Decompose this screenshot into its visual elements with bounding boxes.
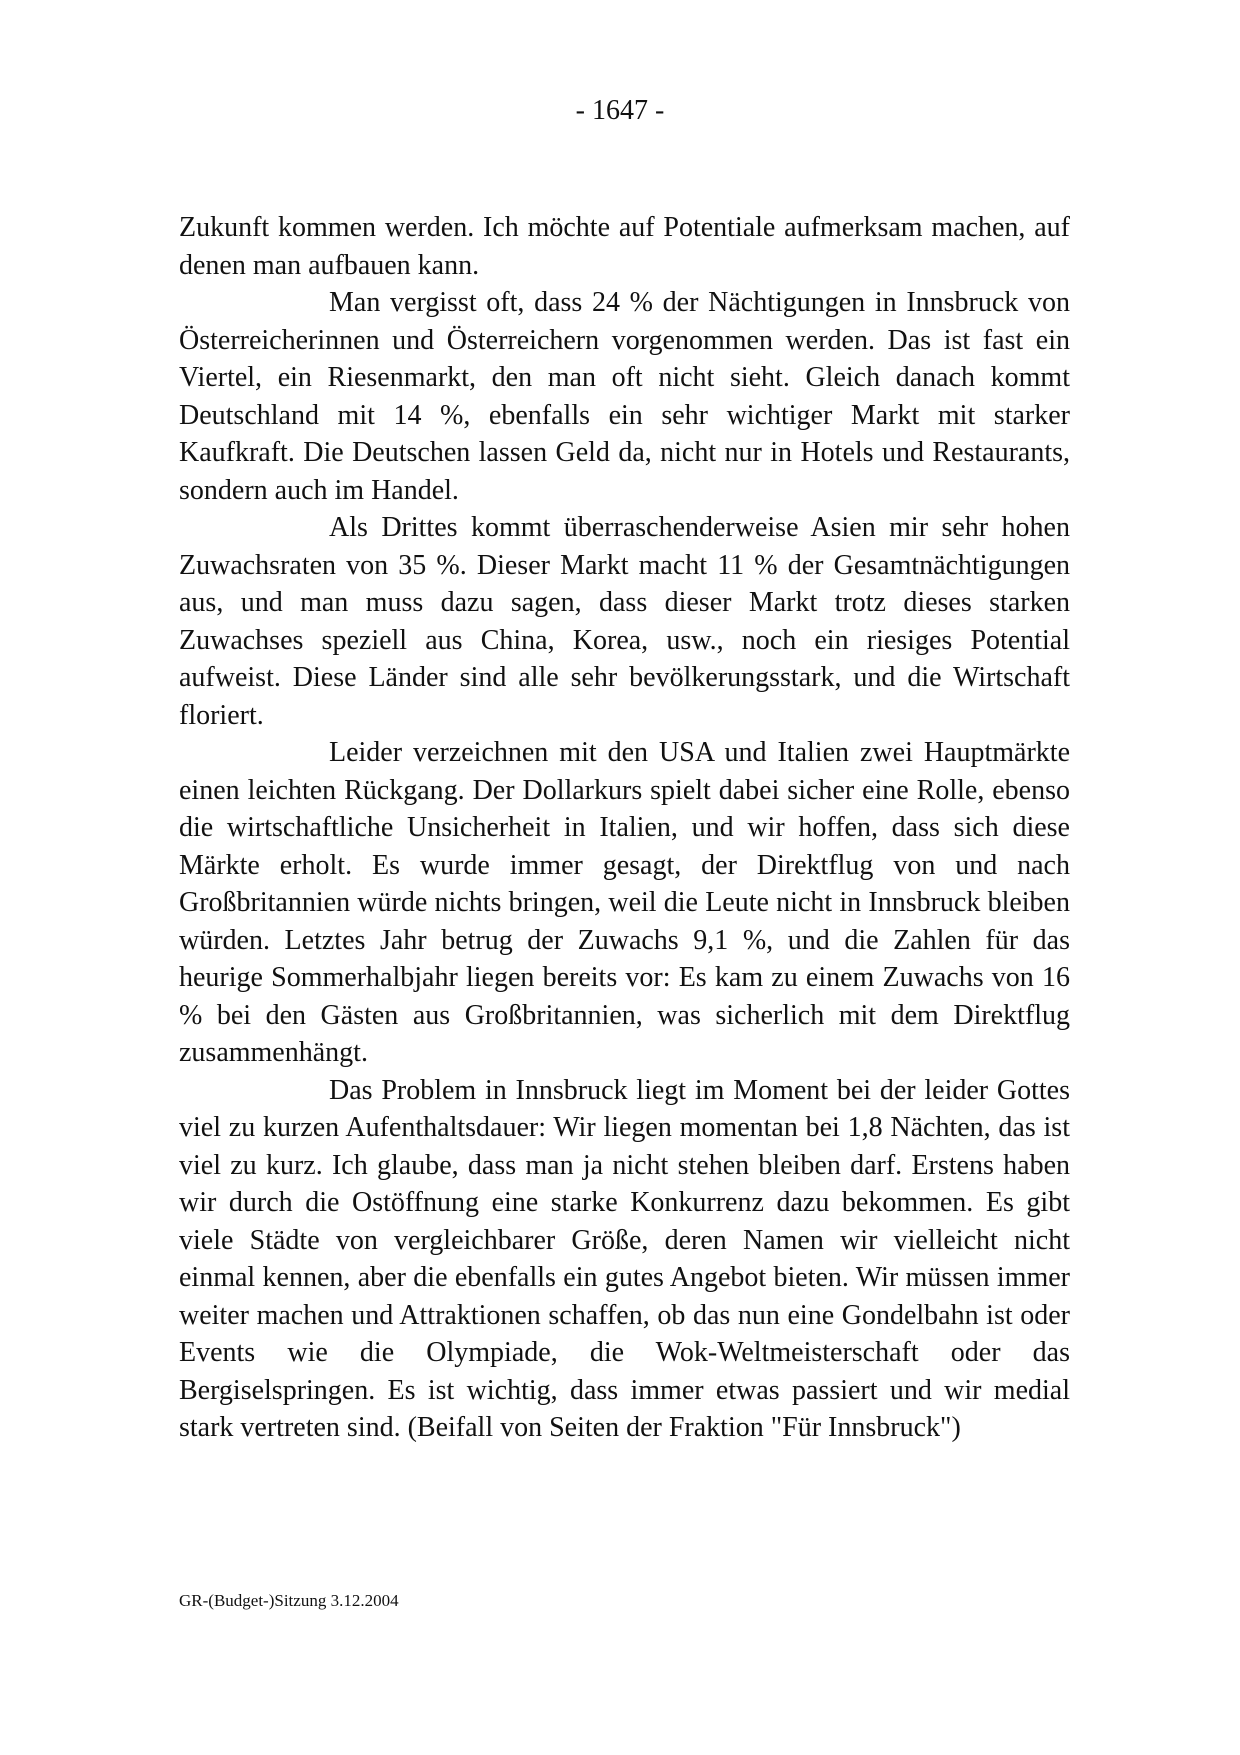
paragraph: Man vergisst oft, dass 24 % der Nächtigungen in Innsbruck von Österreicherinnen und Österreichern vorgenommen werden. Das ist fast ein Viertel, ein Riesenmarkt, den man oft nicht sieht. Gleich danach kommt Deutschland mit 14 %, ebenfalls ein sehr wichtiger Markt mit starker Kaufkraft. Die Deutschen lassen Geld da, nicht nur in Hotels und Restaurants, sondern auch im Handel. bbox=[179, 287, 1070, 506]
page-number: - 1647 - bbox=[575, 95, 665, 126]
paragraph: Das Problem in Innsbruck liegt im Moment bei der leider Gottes viel zu kurzen Aufenthaltsdauer: Wir liegen momentan bei 1,8 Nächten, das ist viel zu kurz. Ich glaube, dass man ja nicht stehen bleiben darf. Erstens haben wir durch die Ostöffnung eine starke Konkurrenz dazu bekommen. Es gibt viele Städte von vergleichbarer Größe, deren Namen wir vielleicht nicht einmal kennen, aber die ebenfalls ein gutes Angebot bieten. Wir müssen immer weiter machen und Attraktionen schaffen, ob das nun eine Gondelbahn ist oder Events wie die Olympiade, die Wok-Weltmeisterschaft oder das Bergiselspringen. Es ist wichtig, dass immer etwas passiert und wir medial stark vertreten sind. (Beifall von Seiten der Fraktion "Für Innsbruck") bbox=[179, 1074, 1070, 1443]
session-footer: GR-(Budget-)Sitzung 3.12.2004 bbox=[179, 1591, 399, 1610]
document-body bbox=[179, 209, 1070, 1447]
paragraph: Leider verzeichnen mit den USA und Italien zwei Hauptmärkte einen leichten Rückgang. Der Dollarkurs spielt dabei sicher eine Rolle, ebenso die wirtschaftliche Unsicherheit in Italien, und wir hoffen, dass sich diese Märkte erholt. Es wurde immer gesagt, der Direktflug von und nach Großbritannien würde nichts bringen, weil die Leute nicht in Innsbruck bleiben würden. Letztes Jahr betrug der Zuwachs 9,1 %, und die Zahlen für das heurige Sommerhalbjahr liegen bereits vor: Es kam zu einem Zuwachs von 16 % bei den Gästen aus Großbritannien, was sicherlich mit dem Direktflug zusammenhängt. bbox=[179, 737, 1070, 1068]
paragraph: Als Drittes kommt überraschenderweise Asien mir sehr hohen Zuwachsraten von 35 %. Dieser Markt macht 11 % der Gesamtnächtigungen aus, und man muss dazu sagen, dass dieser Markt trotz dieses starken Zuwachses speziell aus China, Korea, usw., noch ein riesiges Potential aufweist. Diese Länder sind alle sehr bevölkerungsstark, und die Wirtschaft floriert. bbox=[179, 512, 1070, 731]
paragraph: Zukunft kommen werden. Ich möchte auf Potentiale aufmerksam machen, auf denen man aufbauen kann. bbox=[179, 212, 1070, 281]
